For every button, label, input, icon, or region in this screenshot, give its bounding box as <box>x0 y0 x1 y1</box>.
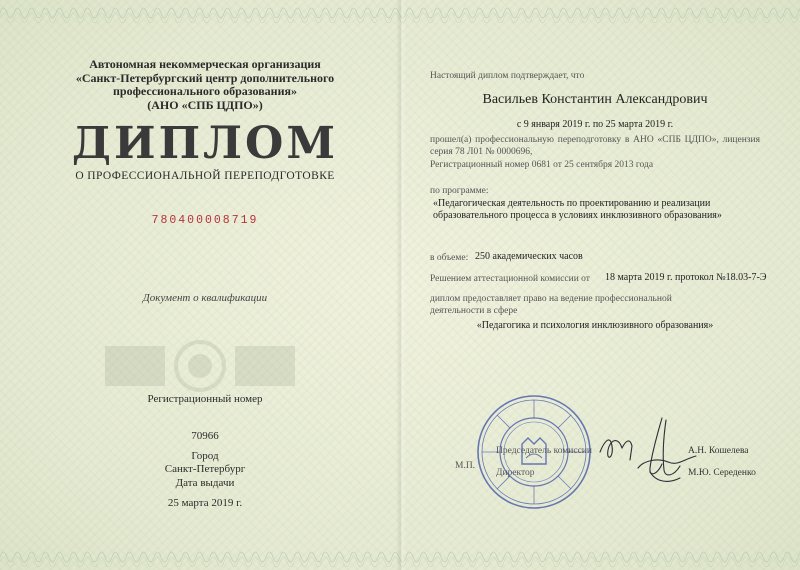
study-period: с 9 января 2019 г. по 25 марта 2019 г. <box>516 119 674 130</box>
qualification-document-label: Документ о квалификации <box>142 292 268 304</box>
diploma-title: ДИПЛОМ <box>71 118 339 169</box>
city-name: Санкт-Петербург <box>164 463 246 475</box>
registration-number-label: Регистрационный номер <box>147 393 263 405</box>
chairman-label: Председатель комиссии <box>496 446 592 456</box>
professional-field: «Педагогика и психология инклюзивного образования» <box>476 320 714 331</box>
handwritten-signatures <box>592 412 702 492</box>
volume-label: в объеме: <box>430 253 469 263</box>
license-registration-text: Регистрационный номер 0681 от 25 сентября 2013 года <box>430 160 654 170</box>
training-statement: прошел(а) профессиональную переподготовку в АНО «СПБ ЦДПО», лицензия серия 78 Л01 № 0000696, <box>430 135 760 157</box>
confirmation-text: Настоящий диплом подтверждает, что <box>430 71 585 81</box>
commission-label: Решением аттестационной комиссии от <box>430 274 590 284</box>
official-stamp <box>474 392 594 512</box>
registration-number: 70966 <box>191 430 219 442</box>
seal-place-label: М.П. <box>455 461 476 471</box>
rights-statement: диплом предоставляет право на ведение профессиональной деятельности в сфере <box>430 294 672 316</box>
diploma-subtitle: О ПРОФЕССИОНАЛЬНОЙ ПЕРЕПОДГОТОВКЕ <box>75 170 335 182</box>
program-name: «Педагогическая деятельность по проектированию и реализации образовательного процесса в условиях инклюзивного образования» <box>433 198 722 221</box>
director-label: Директор <box>496 468 535 478</box>
graduate-full-name: Васильев Константин Александрович <box>482 92 708 107</box>
chairman-name: А.Н. Кошелева <box>688 446 749 456</box>
commission-decision: 18 марта 2019 г. протокол №18.03-7-Э <box>605 272 767 283</box>
page-fold <box>396 0 406 570</box>
issue-date: 25 марта 2019 г. <box>167 497 243 509</box>
city-label: Город <box>191 450 219 462</box>
program-label: по программе: <box>430 186 489 196</box>
serial-number: 780400008719 <box>151 214 259 227</box>
issue-date-label: Дата выдачи <box>175 477 235 489</box>
director-name: М.Ю. Середенко <box>688 468 756 478</box>
volume-hours: 250 академических часов <box>475 251 583 262</box>
organization-name: Автономная некоммерческая организация «Санкт-Петербургский центр дополнительного профессионального образования» (АНО «СПБ ЦДПО») <box>75 57 335 112</box>
faded-watermark-emblem <box>95 338 305 394</box>
